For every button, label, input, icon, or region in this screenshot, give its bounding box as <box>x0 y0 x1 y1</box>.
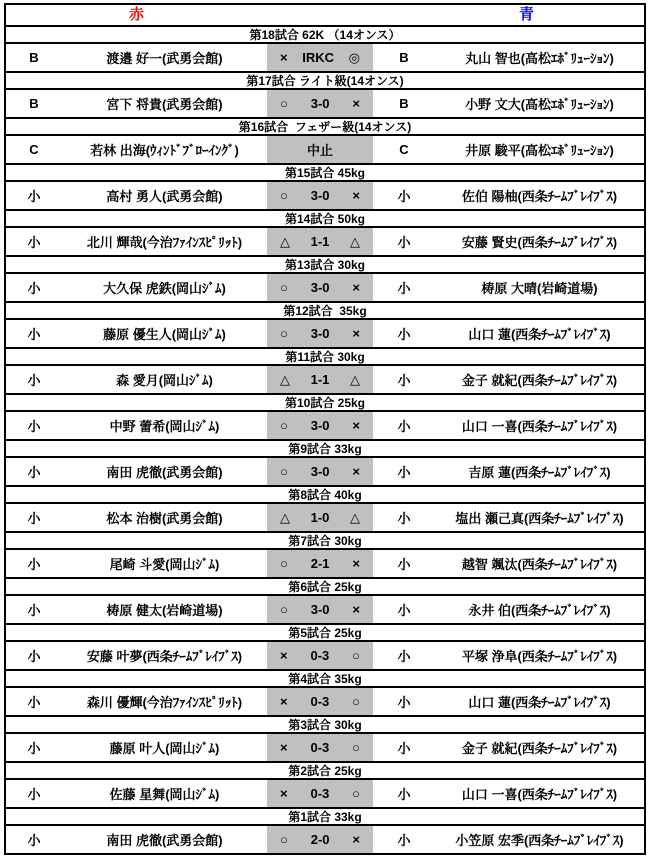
result-score: 0-3 <box>310 694 330 709</box>
result-score: 3-0 <box>310 418 330 433</box>
result-score: 3-0 <box>310 280 330 295</box>
match-title-row <box>6 717 644 734</box>
result-score: 0-3 <box>310 740 330 755</box>
result-score: 1-1 <box>310 234 330 249</box>
blue-class-label: 小 <box>397 419 411 434</box>
result-score: 3-0 <box>310 188 330 203</box>
match-title: 第10試合 25kg <box>284 396 366 410</box>
blue-result-symbol: × <box>352 832 360 847</box>
red-result-symbol: × <box>280 786 288 801</box>
blue-result-symbol: × <box>352 326 360 341</box>
blue-fighter-name: 越智 颯汰(西条ﾁｰﾑﾌﾞﾚｲﾌﾞｽ) <box>461 557 618 572</box>
red-class-label: 小 <box>27 327 41 342</box>
match-result-cell <box>267 826 373 853</box>
match-title-row <box>6 487 644 504</box>
match-row <box>6 366 644 395</box>
result-score: 3-0 <box>310 326 330 341</box>
match-result-cell <box>267 90 373 117</box>
blue-result-symbol: × <box>352 464 360 479</box>
match-row <box>6 504 644 533</box>
red-class-label: 小 <box>27 557 41 572</box>
red-result-symbol: ○ <box>280 280 288 295</box>
blue-result-symbol: △ <box>349 233 360 249</box>
blue-fighter-name: 佐伯 陽柚(西条ﾁｰﾑﾌﾞﾚｲﾌﾞｽ) <box>461 189 618 204</box>
blue-class-label: 小 <box>397 741 411 756</box>
red-result-symbol: ○ <box>280 418 288 433</box>
match-title-row <box>6 165 644 182</box>
result-score: 3-0 <box>310 602 330 617</box>
match-title-row <box>6 303 644 320</box>
red-fighter-name: 高村 勇人(武勇会館) <box>106 189 223 204</box>
result-score: IRKC <box>302 50 335 65</box>
red-class-label: 小 <box>27 281 41 296</box>
blue-fighter-name: 小野 文大(高松ｴﾎﾞﾘｭｰｼｮﾝ) <box>465 97 614 112</box>
blue-fighter-name: 丸山 智也(高松ｴﾎﾞﾘｭｰｼｮﾝ) <box>465 51 614 66</box>
red-result-symbol: △ <box>280 371 290 387</box>
match-title-row <box>6 671 644 688</box>
match-result-cell <box>267 688 373 715</box>
result-score: 2-0 <box>310 832 330 847</box>
blue-result-symbol: × <box>352 280 360 295</box>
blue-result-symbol: △ <box>349 509 360 525</box>
match-title: 第15試合 45kg <box>284 166 366 180</box>
blue-fighter-name: 山口 一喜(西条ﾁｰﾑﾌﾞﾚｲﾌﾞｽ) <box>461 419 618 434</box>
match-title-row <box>6 763 644 780</box>
blue-result-symbol: ○ <box>352 648 360 663</box>
red-result-symbol: ○ <box>280 556 288 571</box>
match-result-cell <box>267 458 373 485</box>
red-fighter-name: 森川 優輝(今治ﾌｧｲﾝｽﾋﾟﾘｯﾄ) <box>86 695 243 710</box>
red-fighter-name: 佐藤 星舞(岡山ｼﾞﾑ) <box>109 787 220 802</box>
blue-fighter-name: 井原 駿平(高松ｴﾎﾞﾘｭｰｼｮﾝ) <box>465 143 614 158</box>
blue-fighter-name: 山口 蓮(西条ﾁｰﾑﾌﾞﾚｲﾌﾞｽ) <box>468 327 611 342</box>
match-row <box>6 458 644 487</box>
red-class-label: B <box>29 96 39 111</box>
blue-class-label: 小 <box>397 235 411 250</box>
blue-class-label: 小 <box>397 603 411 618</box>
red-result-symbol: × <box>280 694 288 709</box>
match-result-cell <box>267 44 373 71</box>
match-title-row <box>6 533 644 550</box>
match-title: 第18試合 62K （14オンス） <box>249 28 401 42</box>
match-title-row <box>6 349 644 366</box>
red-fighter-name: 松本 治樹(武勇会館) <box>106 511 223 526</box>
match-row <box>6 320 644 349</box>
blue-result-symbol: × <box>352 602 360 617</box>
blue-class-label: 小 <box>397 511 411 526</box>
red-class-label: 小 <box>27 419 41 434</box>
blue-class-label: 小 <box>397 833 411 848</box>
blue-result-symbol: ○ <box>352 786 360 801</box>
red-result-symbol: × <box>280 740 288 755</box>
match-title: 第17試合 ライト級(14オンス) <box>246 74 404 88</box>
match-title: 第11試合 30kg <box>285 350 365 364</box>
match-result-cell <box>267 412 373 439</box>
match-row <box>6 274 644 303</box>
red-result-symbol: ○ <box>280 188 288 203</box>
red-fighter-name: 宮下 将貴(武勇会館) <box>106 97 223 112</box>
match-title: 第4試合 35kg <box>288 672 362 686</box>
red-class-label: 小 <box>27 833 41 848</box>
blue-class-label: 小 <box>397 649 411 664</box>
red-result-symbol: ○ <box>280 326 288 341</box>
match-title: 第7試合 30kg <box>288 534 362 548</box>
match-row <box>6 90 644 119</box>
blue-fighter-name: 山口 蓮(西条ﾁｰﾑﾌﾞﾚｲﾌﾞｽ) <box>468 695 611 710</box>
match-result-cell <box>267 596 373 623</box>
red-result-symbol: ○ <box>280 832 288 847</box>
blue-fighter-name: 梼原 大晴(岩崎道場) <box>481 281 598 296</box>
red-class-label: 小 <box>27 511 41 526</box>
red-class-label: 小 <box>27 235 41 250</box>
match-title: 第14試合 50kg <box>284 212 366 226</box>
red-result-symbol: × <box>280 648 288 663</box>
match-title: 第6試合 25kg <box>288 580 362 594</box>
match-result-cell <box>267 734 373 761</box>
red-fighter-name: 安藤 叶夢(西条ﾁｰﾑﾌﾞﾚｲﾌﾞｽ) <box>86 649 243 664</box>
match-result-cell <box>267 550 373 577</box>
match-title: 第1試合 33kg <box>288 810 362 824</box>
match-row <box>6 136 644 165</box>
blue-class-label: 小 <box>397 557 411 572</box>
match-title: 第5試合 25kg <box>288 626 362 640</box>
match-title-row <box>6 395 644 412</box>
match-title: 第9試合 33kg <box>288 442 362 456</box>
red-fighter-name: 森 愛月(岡山ｼﾞﾑ) <box>116 373 213 388</box>
red-fighter-name: 北川 輝哉(今治ﾌｧｲﾝｽﾋﾟﾘｯﾄ) <box>86 235 243 250</box>
match-row <box>6 688 644 717</box>
blue-class-label: 小 <box>397 373 411 388</box>
red-class-label: 小 <box>27 695 41 710</box>
match-row <box>6 734 644 763</box>
blue-class-label: 小 <box>397 465 411 480</box>
red-class-label: C <box>29 142 39 157</box>
match-row <box>6 44 644 73</box>
red-result-symbol: ○ <box>280 96 288 111</box>
match-title: 第8試合 40kg <box>288 488 362 502</box>
match-result-cell <box>267 274 373 301</box>
match-title: 第2試合 25kg <box>288 764 362 778</box>
blue-result-symbol: × <box>352 556 360 571</box>
blue-fighter-name: 金子 就紀(西条ﾁｰﾑﾌﾞﾚｲﾌﾞｽ) <box>461 373 618 388</box>
match-row <box>6 780 644 809</box>
match-title-row <box>6 73 644 90</box>
blue-fighter-name: 塩出 瀬己真(西条ﾁｰﾑﾌﾞﾚｲﾌﾞｽ) <box>455 511 624 526</box>
blue-class-label: C <box>399 142 409 157</box>
match-title: 第13試合 30kg <box>284 258 366 272</box>
red-class-label: 小 <box>27 649 41 664</box>
blue-fighter-name: 永井 伯(西条ﾁｰﾑﾌﾞﾚｲﾌﾞｽ) <box>468 603 611 618</box>
match-result-cell <box>267 320 373 347</box>
blue-result-symbol: ◎ <box>348 49 360 65</box>
red-class-label: 小 <box>27 465 41 480</box>
result-score: 3-0 <box>310 464 330 479</box>
red-class-label: B <box>29 50 39 65</box>
blue-class-label: B <box>399 96 409 111</box>
red-fighter-name: 渡邉 好一(武勇会館) <box>106 51 223 66</box>
blue-result-symbol: × <box>352 418 360 433</box>
match-result-cell <box>267 504 373 531</box>
red-fighter-name: 南田 虎徹(武勇会館) <box>106 833 223 848</box>
match-title-row <box>6 625 644 642</box>
match-row <box>6 596 644 625</box>
match-row <box>6 550 644 579</box>
corner-header-row <box>6 5 644 27</box>
result-score: 中止 <box>306 143 333 158</box>
red-class-label: 小 <box>27 741 41 756</box>
blue-class-label: B <box>399 50 409 65</box>
red-class-label: 小 <box>27 787 41 802</box>
match-title-row <box>6 579 644 596</box>
blue-result-symbol: △ <box>349 371 360 387</box>
blue-result-symbol: ○ <box>352 740 360 755</box>
match-row <box>6 412 644 441</box>
blue-class-label: 小 <box>397 695 411 710</box>
blue-result-symbol: × <box>352 188 360 203</box>
result-score: 0-3 <box>310 786 330 801</box>
blue-fighter-name: 平塚 浄阜(西条ﾁｰﾑﾌﾞﾚｲﾌﾞｽ) <box>461 649 618 664</box>
result-score: 0-3 <box>310 648 330 663</box>
blue-corner-header: 青 <box>518 6 534 23</box>
blue-fighter-name: 吉原 蓮(西条ﾁｰﾑﾌﾞﾚｲﾌﾞｽ) <box>468 465 611 480</box>
result-score: 2-1 <box>310 556 330 571</box>
match-result-cell <box>267 182 373 209</box>
red-class-label: 小 <box>27 373 41 388</box>
red-corner-header: 赤 <box>128 6 144 23</box>
red-fighter-name: 中野 蕾希(岡山ｼﾞﾑ) <box>109 419 220 434</box>
red-fighter-name: 藤原 優生人(岡山ｼﾞﾑ) <box>103 327 226 342</box>
match-title-row <box>6 257 644 274</box>
match-title-row <box>6 441 644 458</box>
match-rows-container <box>6 27 644 853</box>
match-result-cell <box>267 366 373 393</box>
match-result-cell <box>267 228 373 255</box>
blue-result-symbol: ○ <box>352 694 360 709</box>
red-fighter-name: 梼原 健太(岩崎道場) <box>106 603 223 618</box>
blue-fighter-name: 金子 就紀(西条ﾁｰﾑﾌﾞﾚｲﾌﾞｽ) <box>461 741 618 756</box>
match-title-row <box>6 27 644 44</box>
red-fighter-name: 藤原 叶人(岡山ｼﾞﾑ) <box>109 741 220 756</box>
result-score: 1-0 <box>310 510 330 525</box>
match-title-row <box>6 119 644 136</box>
blue-result-symbol: × <box>352 96 360 111</box>
match-title: 第3試合 30kg <box>288 718 362 732</box>
match-title: 第16試合 フェザー級(14オンス) <box>238 120 412 134</box>
blue-fighter-name: 山口 一喜(西条ﾁｰﾑﾌﾞﾚｲﾌﾞｽ) <box>461 787 618 802</box>
red-fighter-name: 尾崎 斗愛(岡山ｼﾞﾑ) <box>109 557 220 572</box>
match-result-cell <box>267 780 373 807</box>
red-fighter-name: 大久保 虎鉄(岡山ｼﾞﾑ) <box>103 281 226 296</box>
blue-class-label: 小 <box>397 327 411 342</box>
result-score: 3-0 <box>310 96 330 111</box>
red-result-symbol: △ <box>280 509 290 525</box>
red-class-label: 小 <box>27 603 41 618</box>
red-result-symbol: ○ <box>280 464 288 479</box>
match-results-sheet <box>4 3 646 855</box>
blue-fighter-name: 安藤 賢史(西条ﾁｰﾑﾌﾞﾚｲﾌﾞｽ) <box>461 235 618 250</box>
match-row <box>6 182 644 211</box>
blue-class-label: 小 <box>397 189 411 204</box>
result-score: 1-1 <box>310 372 330 387</box>
match-result-cell <box>267 642 373 669</box>
match-title-row <box>6 809 644 826</box>
red-result-symbol: ○ <box>280 602 288 617</box>
red-fighter-name: 南田 虎徹(武勇会館) <box>106 465 223 480</box>
match-row <box>6 642 644 671</box>
match-title-row <box>6 211 644 228</box>
red-fighter-name: 若林 出海(ｳｨﾝﾄﾞﾌﾞﾛｰｲﾝｸﾞ) <box>90 143 239 158</box>
red-class-label: 小 <box>27 189 41 204</box>
blue-class-label: 小 <box>397 787 411 802</box>
match-row <box>6 228 644 257</box>
match-title: 第12試合 35kg <box>283 304 367 318</box>
match-result-cell <box>267 136 373 163</box>
blue-class-label: 小 <box>397 281 411 296</box>
blue-fighter-name: 小笠原 宏季(西条ﾁｰﾑﾌﾞﾚｲﾌﾞｽ) <box>455 833 624 848</box>
red-result-symbol: × <box>280 50 288 65</box>
red-result-symbol: △ <box>280 233 290 249</box>
match-row <box>6 826 644 853</box>
